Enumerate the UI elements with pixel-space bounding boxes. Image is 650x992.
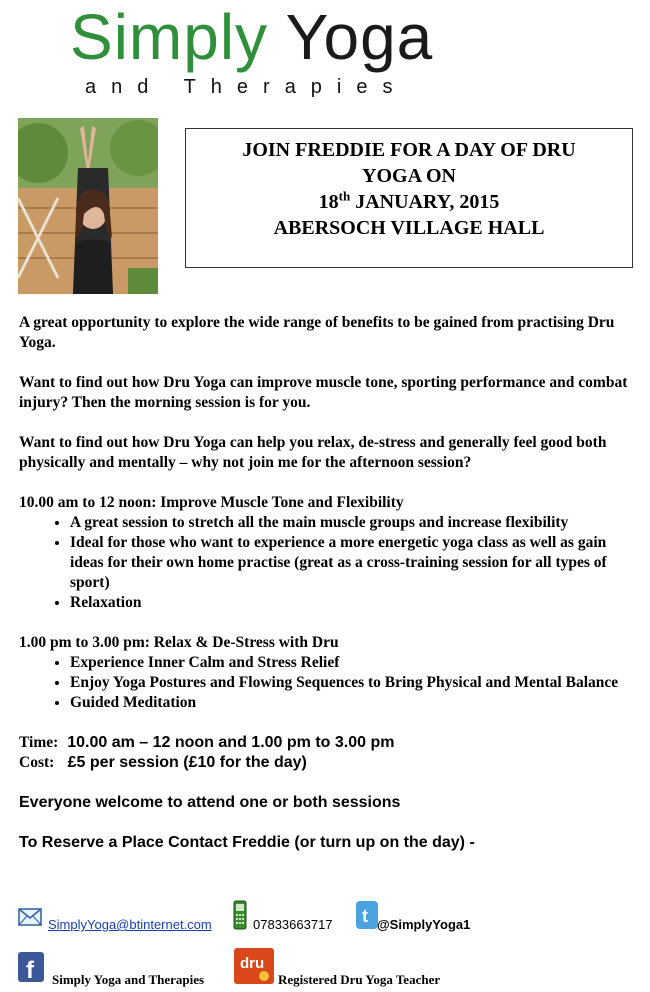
phone-number: 07833663717: [253, 917, 333, 932]
list-item: • Relaxation: [70, 593, 629, 613]
morning-list: [19, 513, 629, 613]
list-item: • Enjoy Yoga Postures and Flowing Sequences to Bring Physical and Mental Balance: [70, 673, 629, 693]
morning-heading: 10.00 am to 12 noon: Improve Muscle Tone and Flexibility: [19, 494, 404, 511]
email-icon: [18, 908, 42, 929]
headline-date: [186, 189, 632, 215]
intro-paragraph-1: A great opportunity to explore the wide range of benefits to be gained from practising Dru Yoga.: [19, 314, 615, 351]
facebook-icon[interactable]: [18, 952, 44, 986]
cost-label: Cost:: [19, 754, 55, 771]
svg-text:f: f: [26, 957, 34, 982]
headline-line-1: JOIN FREDDIE FOR A DAY OF DRU: [242, 139, 576, 161]
time-label: Time:: [19, 734, 59, 751]
afternoon-heading: 1.00 pm to 3.00 pm: Relax & De-Stress with Dru: [19, 634, 339, 651]
contact-row: [18, 898, 628, 938]
event-headline-box: [185, 128, 633, 268]
headline-day-suffix: th: [338, 188, 351, 204]
instructor-photo: [18, 118, 158, 294]
registered-teacher: Registered Dru Yoga Teacher: [278, 972, 441, 987]
logo-subtitle: and Therapies: [85, 76, 408, 98]
logo-simply: Simply: [70, 1, 269, 73]
phone-icon: [232, 900, 248, 933]
list-item: • A great session to stretch all the main muscle groups and increase flexibility: [70, 513, 629, 533]
intro-paragraph-3: Want to find out how Dru Yoga can help you relax, de-stress and generally feel good both physically and mentally – why not join me for the afternoon session?: [19, 434, 607, 471]
svg-text:t: t: [362, 906, 368, 926]
logo-title: [70, 2, 590, 72]
reserve-text: To Reserve a Place Contact Freddie (or turn up on the day) -: [19, 834, 475, 851]
headline-date-rest: JANUARY, 2015: [350, 191, 500, 213]
dru-logo-icon: [234, 948, 274, 988]
facebook-label: Simply Yoga and Therapies: [52, 972, 205, 987]
time-value: 10.00 am – 12 noon and 1.00 pm to 3.00 pm: [67, 734, 395, 751]
afternoon-list: [19, 653, 629, 713]
yoga-pose-illustration: [18, 118, 158, 294]
list-item: • Guided Meditation: [70, 693, 629, 713]
headline-day: 18: [318, 191, 339, 213]
email-link[interactable]: SimplyYoga@btinternet.com: [48, 917, 212, 932]
welcome-text: Everyone welcome to attend one or both sessions: [19, 794, 401, 811]
list-item: • Ideal for those who want to experience a more energetic yoga class as well as gain ideas for their own home practise (great as a cross-training session for all types of sport): [70, 533, 629, 593]
main-content: [19, 313, 629, 853]
footer-row: [18, 948, 628, 988]
list-item: • Experience Inner Calm and Stress Relief: [70, 653, 629, 673]
intro-paragraph-2: Want to find out how Dru Yoga can improve muscle tone, sporting performance and combat injury? Then the morning session is for you.: [19, 374, 628, 411]
twitter-icon[interactable]: [356, 901, 378, 932]
dru-logo-text: dru: [240, 955, 265, 972]
cost-line: [19, 753, 629, 773]
cost-value: £5 per session (£10 for the day): [67, 754, 307, 771]
headline-line-2: YOGA ON: [362, 165, 456, 187]
headline-venue: ABERSOCH VILLAGE HALL: [273, 217, 545, 239]
twitter-handle[interactable]: @SimplyYoga1: [377, 917, 471, 932]
time-line: [19, 733, 629, 753]
logo-yoga: Yoga: [285, 1, 434, 73]
